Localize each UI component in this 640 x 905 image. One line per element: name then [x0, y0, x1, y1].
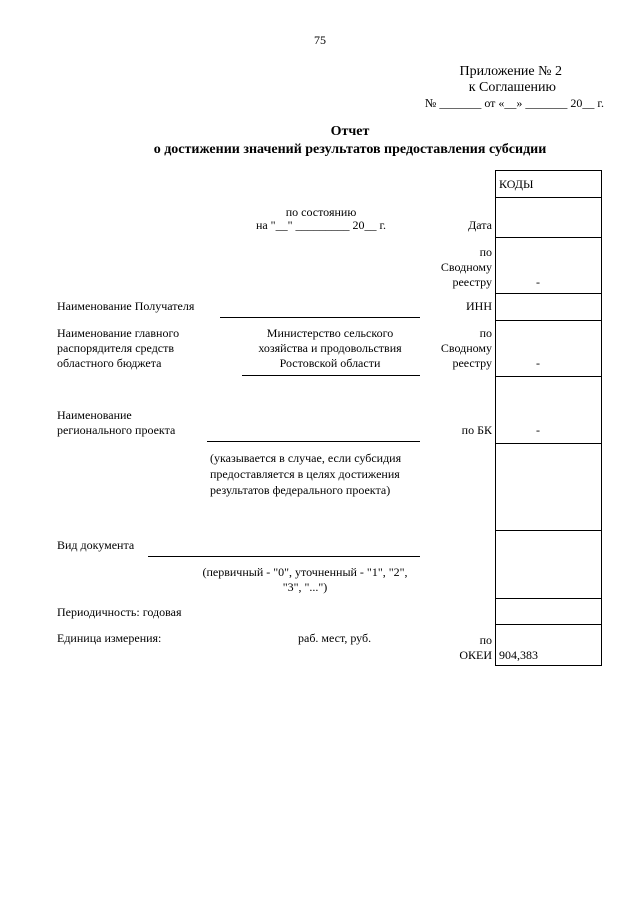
- codes-divider: [495, 530, 602, 531]
- doc-type-note-1: (первичный - "0", уточненный - "1", "2",: [202, 565, 408, 579]
- date-label: Дата: [468, 218, 492, 232]
- grbs-label-3: областного бюджета: [57, 356, 162, 370]
- registry-label-1c: реестру: [452, 275, 492, 289]
- grbs-underline: [242, 375, 420, 376]
- registry-label-1a: по: [479, 245, 492, 259]
- report-title: Отчет: [330, 124, 370, 139]
- appendix-agreement-number: № _______ от «__» _______ 20__ г.: [424, 96, 604, 110]
- unit-label: Единица измерения:: [57, 631, 162, 645]
- codes-divider: [495, 376, 602, 377]
- bk-label: по БК: [461, 423, 492, 437]
- okei-label-1: по: [479, 633, 492, 647]
- okei-label-2: ОКЕИ: [459, 648, 492, 662]
- periodicity: Периодичность: годовая: [57, 605, 182, 619]
- registry-label-2c: реестру: [452, 356, 492, 370]
- codes-divider: [495, 237, 602, 238]
- recipient-underline: [220, 317, 420, 318]
- project-note-2: предоставляется в целях достижения: [210, 467, 400, 481]
- project-note-3: результатов федерального проекта): [210, 483, 391, 497]
- grbs-label-1: Наименование главного: [57, 326, 180, 340]
- appendix-title: Приложение № 2: [459, 64, 562, 79]
- grbs-value-1: Министерство сельского: [266, 326, 394, 340]
- registry-label-2a: по: [479, 326, 492, 340]
- grbs-value-3: Ростовской области: [279, 356, 381, 370]
- codes-divider: [495, 598, 602, 599]
- appendix-agreement: к Соглашению: [468, 80, 556, 95]
- page-number: 75: [314, 33, 326, 47]
- codes-header: КОДЫ: [499, 177, 534, 191]
- doc-type-note-2: "3", "..."): [282, 580, 328, 594]
- project-label-1: Наименование: [57, 408, 132, 422]
- okei-value: 904,383: [499, 648, 538, 662]
- codes-divider: [495, 320, 602, 321]
- codes-divider: [495, 197, 602, 198]
- doc-type-underline: [148, 556, 420, 557]
- codes-box: [495, 170, 602, 666]
- project-note-1: (указывается в случае, если субсидия: [210, 451, 402, 465]
- doc-type-label: Вид документа: [57, 538, 135, 552]
- bk-value: -: [536, 423, 540, 437]
- recipient-label: Наименование Получателя: [57, 299, 195, 313]
- codes-divider: [495, 293, 602, 294]
- grbs-value-2: хозяйства и продовольствия: [258, 341, 402, 355]
- project-label-2: регионального проекта: [57, 423, 176, 437]
- registry-value-2: -: [536, 356, 540, 370]
- registry-value-1: -: [536, 275, 540, 289]
- registry-label-1b: Сводному: [440, 260, 492, 274]
- status-as-of: по состоянию: [285, 205, 357, 219]
- inn-label: ИНН: [466, 299, 492, 313]
- codes-divider: [495, 624, 602, 625]
- status-date: на "__" _________ 20__ г.: [255, 218, 387, 232]
- project-underline: [207, 441, 420, 442]
- codes-divider: [495, 443, 602, 444]
- grbs-label-2: распорядителя средств: [57, 341, 175, 355]
- report-subtitle: о достижении значений результатов предоставления субсидии: [153, 142, 547, 157]
- unit-value: раб. мест, руб.: [298, 631, 372, 645]
- registry-label-2b: Сводному: [440, 341, 492, 355]
